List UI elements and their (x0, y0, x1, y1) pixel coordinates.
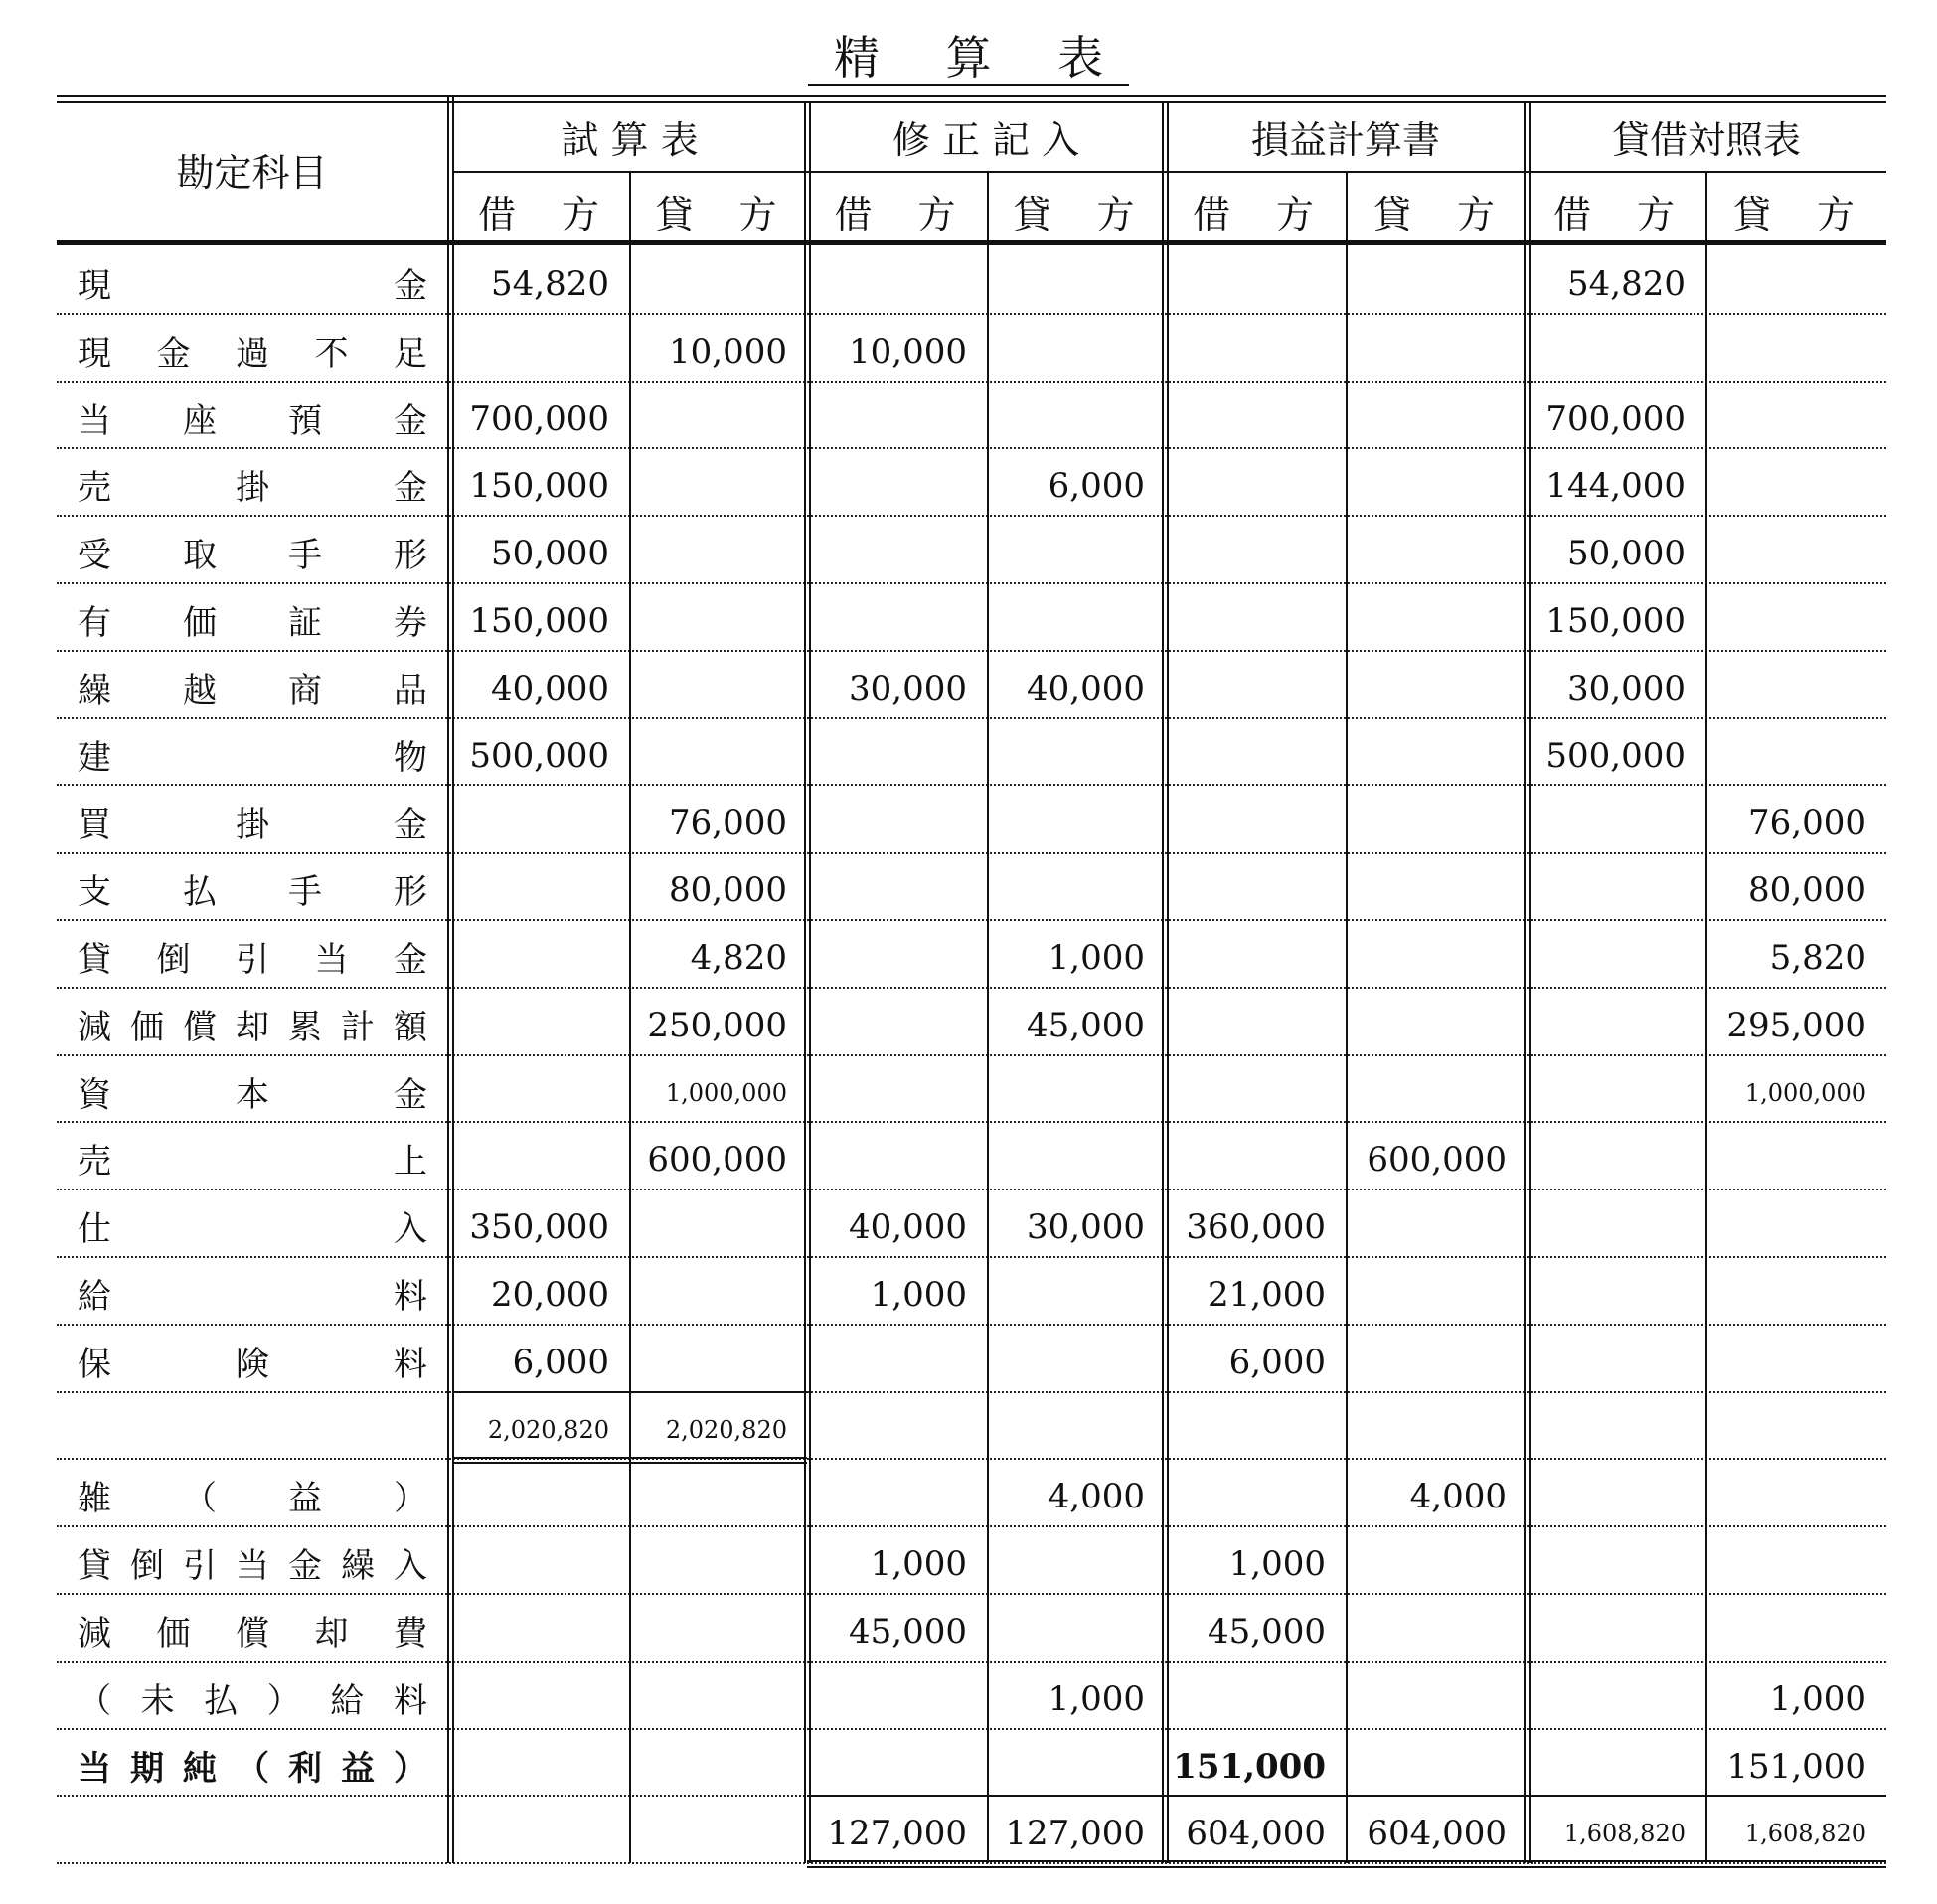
debit-subheader: 借 方 (477, 193, 603, 237)
amount-cell: 604,000 (1186, 1814, 1326, 1854)
account-name: 仕入 (78, 1209, 427, 1250)
group-header: 損益計算書 (1250, 118, 1440, 162)
credit-subheader: 貸 方 (1732, 193, 1858, 237)
group-header: 修 正 記 入 (891, 118, 1080, 162)
row-separator (57, 1525, 1886, 1527)
amount-cell: 4,000 (1409, 1477, 1507, 1517)
amount-cell: 150,000 (1545, 601, 1686, 641)
row-separator (57, 1054, 1886, 1056)
amount-cell: 360,000 (1186, 1207, 1326, 1248)
amount-cell: 6,000 (1228, 1342, 1326, 1382)
group-divider-2 (1529, 103, 1531, 1863)
group-divider (804, 103, 806, 1863)
column-divider (1705, 171, 1707, 1863)
amount-cell: 6,000 (512, 1342, 609, 1382)
amount-cell: 600,000 (1367, 1140, 1507, 1181)
amount-cell: 40,000 (491, 668, 609, 709)
amount-cell: 40,000 (1027, 668, 1145, 709)
amount-cell: 151,000 (1726, 1746, 1866, 1787)
amount-cell: 2,020,820 (487, 1415, 609, 1444)
row-separator (57, 852, 1886, 854)
account-name: 保険料 (78, 1344, 427, 1384)
row-separator (57, 381, 1886, 383)
amount-cell: 2,020,820 (665, 1415, 787, 1444)
amount-cell: 1,000 (870, 1544, 967, 1585)
amount-cell: 250,000 (647, 1005, 787, 1045)
group-divider (1524, 103, 1526, 1863)
account-name: 有価証券 (78, 603, 427, 643)
account-name: 雑（益） (78, 1479, 427, 1519)
amount-cell: 54,820 (1567, 264, 1686, 304)
row-separator (57, 784, 1886, 786)
amount-cell: 45,000 (849, 1612, 967, 1652)
amount-cell: 10,000 (669, 331, 787, 372)
amount-cell: 350,000 (469, 1207, 609, 1248)
account-divider (447, 95, 449, 1863)
amount-cell: 1,000 (870, 1275, 967, 1315)
amount-cell: 30,000 (1567, 668, 1686, 709)
amount-cell: 500,000 (1545, 735, 1686, 776)
account-name: 買掛金 (78, 805, 427, 846)
amount-cell: 10,000 (849, 331, 967, 372)
row-separator (57, 1862, 1886, 1864)
header-bottom-rule (57, 240, 1886, 245)
amount-cell: 76,000 (1748, 803, 1866, 844)
header-top-rule (57, 95, 1886, 97)
credit-subheader: 貸 方 (655, 193, 781, 237)
account-name: 減価償却累計額 (78, 1007, 427, 1047)
account-name: 減価償却費 (78, 1614, 427, 1654)
amount-cell: 40,000 (849, 1207, 967, 1248)
row-separator (57, 1728, 1886, 1730)
group-header-rule (452, 171, 1886, 173)
amount-cell: 1,608,820 (1563, 1820, 1686, 1848)
final-total-bottom-rule-2 (807, 1866, 1886, 1868)
row-separator (57, 313, 1886, 315)
row-separator (57, 1324, 1886, 1326)
account-name: 当座預金 (78, 400, 427, 441)
column-divider (1346, 171, 1348, 1863)
amount-cell: 151,000 (1173, 1746, 1326, 1787)
header-top-rule-2 (57, 101, 1886, 103)
row-separator (57, 515, 1886, 517)
amount-cell: 45,000 (1027, 1005, 1145, 1045)
row-separator (57, 1593, 1886, 1595)
row-separator (57, 1391, 1886, 1393)
row-separator (57, 1121, 1886, 1123)
column-divider (987, 171, 989, 1863)
amount-cell: 80,000 (669, 871, 787, 911)
amount-cell: 700,000 (1545, 398, 1686, 439)
row-separator (57, 1458, 1886, 1460)
row-separator (57, 919, 1886, 921)
account-name: 当期純（利益） (78, 1748, 427, 1789)
account-divider-2 (452, 95, 454, 1863)
group-header: 試 算 表 (561, 118, 699, 162)
amount-cell: 54,820 (491, 264, 609, 304)
debit-subheader: 借 方 (1192, 193, 1318, 237)
account-name: 現金 (78, 266, 427, 306)
amount-cell: 80,000 (1748, 871, 1866, 911)
amount-cell: 604,000 (1367, 1814, 1507, 1854)
account-name: 貸倒引当金繰入 (78, 1546, 427, 1587)
amount-cell: 150,000 (469, 466, 609, 507)
amount-cell: 45,000 (1208, 1612, 1326, 1652)
amount-cell: 144,000 (1545, 466, 1686, 507)
credit-subheader: 貸 方 (1372, 193, 1499, 237)
sheet-title: 精 算 表 (0, 22, 1937, 87)
row-separator (57, 447, 1886, 449)
amount-cell: 500,000 (469, 735, 609, 776)
group-divider-2 (1167, 103, 1169, 1863)
amount-cell: 127,000 (1005, 1814, 1145, 1854)
account-name: 給料 (78, 1277, 427, 1317)
group-divider (1162, 103, 1164, 1863)
account-name: 受取手形 (78, 536, 427, 576)
amount-cell: 600,000 (647, 1140, 787, 1181)
debit-subheader: 借 方 (834, 193, 960, 237)
row-separator (57, 1661, 1886, 1663)
amount-cell: 127,000 (827, 1814, 967, 1854)
account-name: （未払）給料 (78, 1680, 427, 1721)
amount-cell: 1,000 (1048, 1678, 1145, 1719)
amount-cell: 1,000 (1048, 938, 1145, 978)
account-name: 売掛金 (78, 468, 427, 509)
account-name: 繰越商品 (78, 670, 427, 711)
amount-cell: 76,000 (669, 803, 787, 844)
amount-cell: 150,000 (469, 601, 609, 641)
account-name: 貸倒引当金 (78, 940, 427, 980)
row-separator (57, 582, 1886, 584)
account-name: 売上 (78, 1142, 427, 1183)
row-separator (57, 1256, 1886, 1258)
account-name: 建物 (78, 737, 427, 778)
amount-cell: 30,000 (1027, 1207, 1145, 1248)
amount-cell: 21,000 (1208, 1275, 1326, 1315)
amount-cell: 295,000 (1726, 1005, 1866, 1045)
amount-cell: 1,000 (1769, 1678, 1866, 1719)
amount-cell: 50,000 (491, 534, 609, 574)
amount-cell: 1,000 (1228, 1544, 1326, 1585)
column-divider (629, 171, 631, 1863)
amount-cell: 1,000,000 (1744, 1078, 1866, 1107)
row-separator (57, 1189, 1886, 1190)
row-separator (57, 987, 1886, 989)
account-name: 現金過不足 (78, 333, 427, 374)
amount-cell: 20,000 (491, 1275, 609, 1315)
amount-cell: 1,608,820 (1744, 1820, 1866, 1848)
account-name: 資本金 (78, 1074, 427, 1115)
account-column-header: 勘定科目 (176, 151, 328, 195)
credit-subheader: 貸 方 (1013, 193, 1139, 237)
debit-subheader: 借 方 (1552, 193, 1679, 237)
amount-cell: 700,000 (469, 398, 609, 439)
amount-cell: 1,000,000 (665, 1078, 787, 1107)
group-header: 貸借対照表 (1611, 118, 1801, 162)
amount-cell: 4,000 (1048, 1477, 1145, 1517)
amount-cell: 5,820 (1769, 938, 1866, 978)
account-name: 支払手形 (78, 873, 427, 913)
amount-cell: 4,820 (690, 938, 787, 978)
row-separator (57, 717, 1886, 719)
row-separator (57, 650, 1886, 652)
amount-cell: 6,000 (1048, 466, 1145, 507)
group-divider-2 (809, 103, 811, 1863)
amount-cell: 30,000 (849, 668, 967, 709)
amount-cell: 50,000 (1567, 534, 1686, 574)
